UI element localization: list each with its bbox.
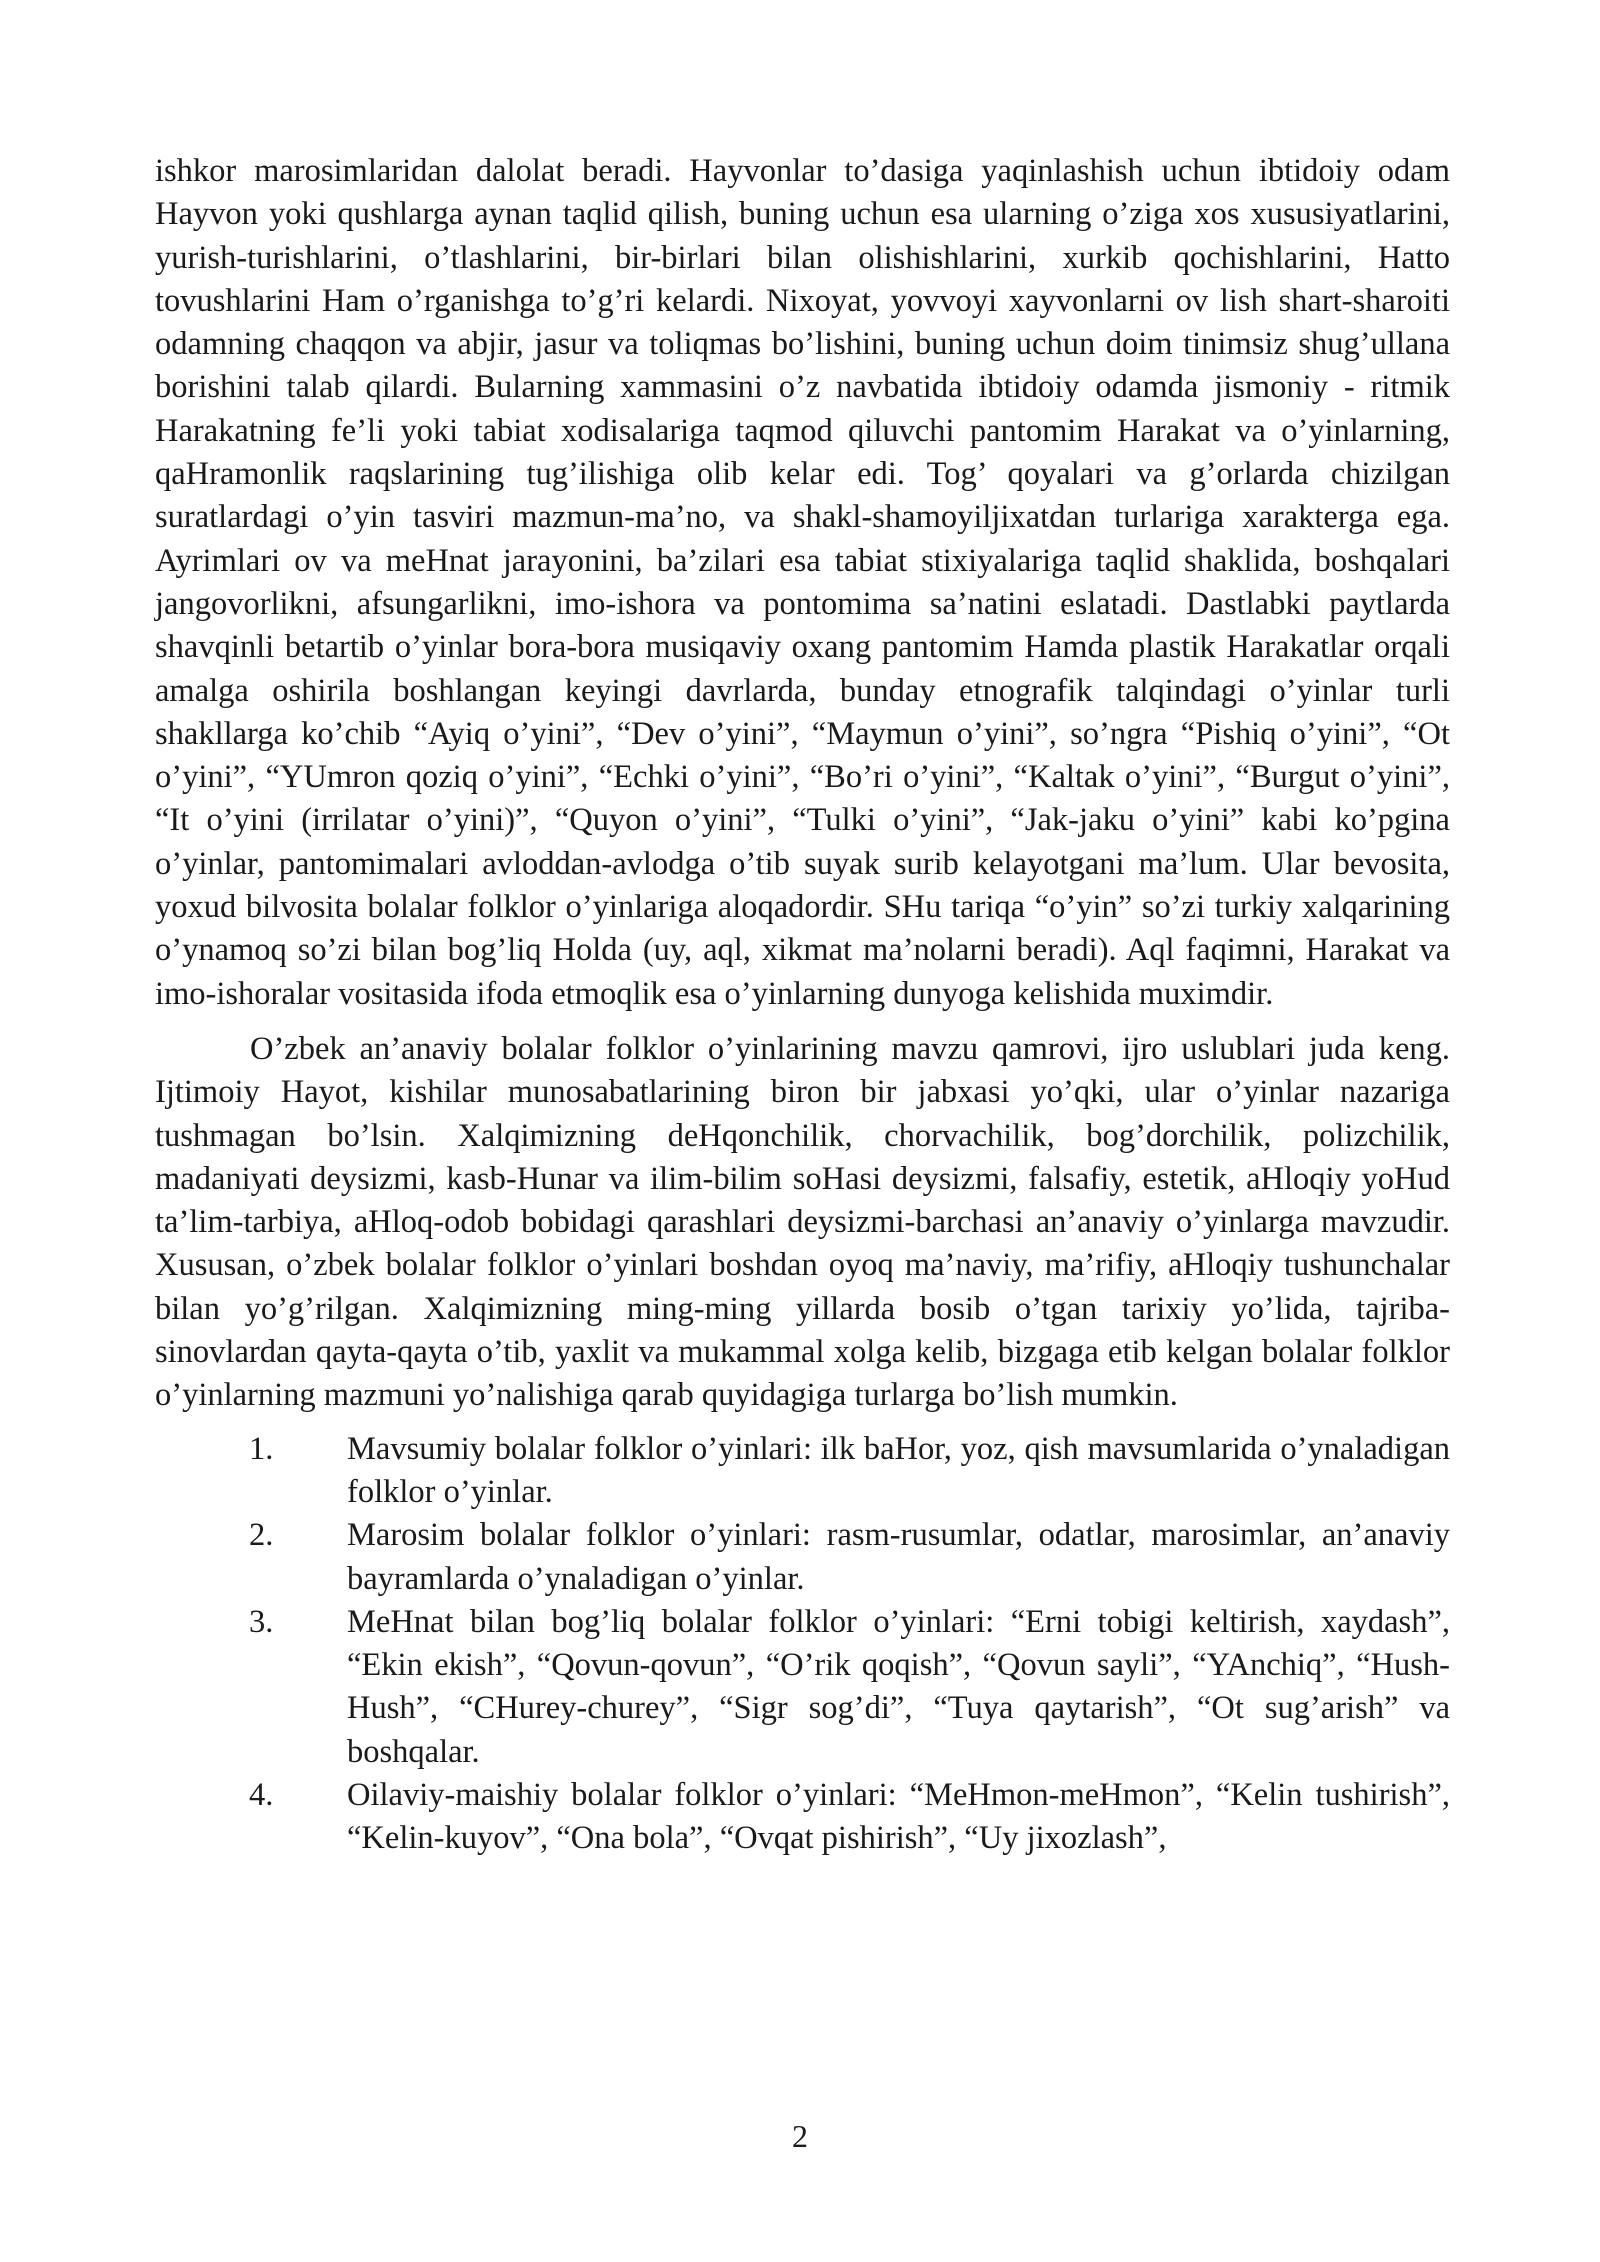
- page-number: 2: [792, 2118, 808, 2154]
- document-page: [155, 150, 1450, 1861]
- body-paragraph-2: O’zbek an’anaviy bolalar folklor o’yinlarining mavzu qamrovi, ijro uslublari juda keng. Ijtimoiy Hayot, kishilar munosabatlarining biron bir jabxasi yo’qki, ular o’yinlar nazariga tushmagan bo’lsin. Xalqimizning deHqonchilik, chorvachilik, bog’dorchilik, polizchilik, madaniyati deysizmi, kasb-Hunar va ilim-bilim soHasi deysizmi, falsafiy, estetik, aHloqiy yoHud ta’lim-tarbiya, aHloq-odob bobidagi qarashlari deysizmi-barchasi an’anaviy o’yinlarga mavzudir. Xususan, o’zbek bolalar folklor o’yinlari boshdan oyoq ma’naviy, ma’rifiy, aHloqiy tushunchalar bilan yo’g’rilgan. Xalqimizning ming-ming yillarda bosib o’tgan tarixiy yo’lida, tajriba-sinovlardan qayta-qayta o’tib, yaxlit va mukammal xolga kelib, bizgaga etib kelgan bolalar folklor o’yinlarning mazmuni yo’nalishiga qarab quyidagiga turlarga bo’lish mumkin.: [155, 1030, 1450, 1414]
- numbered-list: [155, 1428, 1450, 1861]
- list-item-text: Marosim bolalar folklor o’yinlari: rasm-rusumlar, odatlar, marosimlar, an’anaviy bayramlarda o’ynaladigan o’yinlar.: [347, 1517, 1450, 1597]
- list-item-text: Oilaviy-maishiy bolalar folklor o’yinlari: “MeHmon-meHmon”, “Kelin tushirish”, “Kelin-kuyov”, “Ona bola”, “Ovqat pishirish”, “Uy jixozlash”,: [347, 1776, 1450, 1857]
- list-item: [155, 1601, 1450, 1774]
- list-item-number: 4.: [249, 1776, 274, 1813]
- list-item: [155, 1514, 1450, 1601]
- list-item: [155, 1774, 1450, 1861]
- list-item-number: 2.: [249, 1517, 274, 1554]
- list-item-number: 1.: [249, 1430, 274, 1467]
- list-item-number: 3.: [249, 1603, 274, 1640]
- list-item-text: MeHnat bilan bog’liq bolalar folklor o’yinlari: “Erni tobigi keltirish, xaydash”, “Ekin ekish”, “Qovun-qovun”, “O’rik qoqish”, “Qovun sayli”, “YAnchiq”, “Hush-Hush”, “CHurey-churey”, “Sigr sog’di”, “Tuya qaytarish”, “Ot sug’arish” va boshqalar.: [347, 1603, 1450, 1770]
- list-item: [155, 1428, 1450, 1515]
- list-item-text: Mavsumiy bolalar folklor o’yinlari: ilk baHor, yoz, qish mavsumlarida o’ynaladigan folklor o’yinlar.: [347, 1430, 1450, 1510]
- body-paragraph-1: ishkor marosimlaridan dalolat beradi. Hayvonlar to’dasiga yaqinlashish uchun ibtidoiy odam Hayvon yoki qushlarga aynan taqlid qilish, buning uchun esa ularning o’ziga xos xususiyatlarini, yurish-turishlarini, o’tlashlarini, bir-birlari bilan olishishlarini, xurkib qochishlarini, Hatto tovushlarini Ham o’rganishga to’g’ri kelardi. Nixoyat, yovvoyi xayvonlarni ov lish shart-sharoiti odamning chaqqon va abjir, jasur va toliqmas bo’lishini, buning uchun doim tinimsiz shug’ullana borishini talab qilardi. Bularning xammasini o’z navbatida ibtidoiy odamda jismoniy - ritmik Harakatning fe’li yoki tabiat xodisalariga taqmod qiluvchi pantomim Harakat va o’yinlarning, qaHramonlik raqslarining tug’ilishiga olib kelar edi. Tog’ qoyalari va g’orlarda chizilgan suratlardagi o’yin tasviri mazmun-ma’no, va shakl-shamoyiljixatdan turlariga xarakterga ega. Ayrimlari ov va meHnat jarayonini, ba’zilari esa tabiat stixiyalariga taqlid shaklida, boshqalari jangovorlikni, afsungarlikni, imo-ishora va pontomima sa’natini eslatadi. Dastlabki paytlarda shavqinli betartib o’yinlar bora-bora musiqaviy oxang pantomim Hamda plastik Harakatlar orqali amalga oshirila boshlangan keyingi davrlarda, bunday etnografik talqindagi o’yinlar turli shakllarga ko’chib “Ayiq o’yini”, “Dev o’yini”, “Maymun o’yini”, so’ngra “Pishiq o’yini”, “Ot o’yini”, “YUmron qoziq o’yini”, “Echki o’yini”, “Bo’ri o’yini”, “Kaltak o’yini”, “Burgut o’yini”, “It o’yini (irrilatar o’yini)”, “Quyon o’yini”, “Tulki o’yini”, “Jak-jaku o’yini” kabi ko’pgina o’yinlar, pantomimalari avloddan-avlodga o’tib suyak surib kelayotgani ma’lum. Ular bevosita, yoxud bilvosita bolalar folklor o’yinlariga aloqadordir. SHu tariqa “o’yin” so’zi turkiy xalqarining o’ynamoq so’zi bilan bog’liq Holda (uy, aql, xikmat ma’nolarni beradi). Aql faqimni, Harakat va imo-ishoralar vositasida ifoda etmoqlik esa o’yinlarning dunyoga kelishida muximdir.: [155, 153, 1450, 1012]
